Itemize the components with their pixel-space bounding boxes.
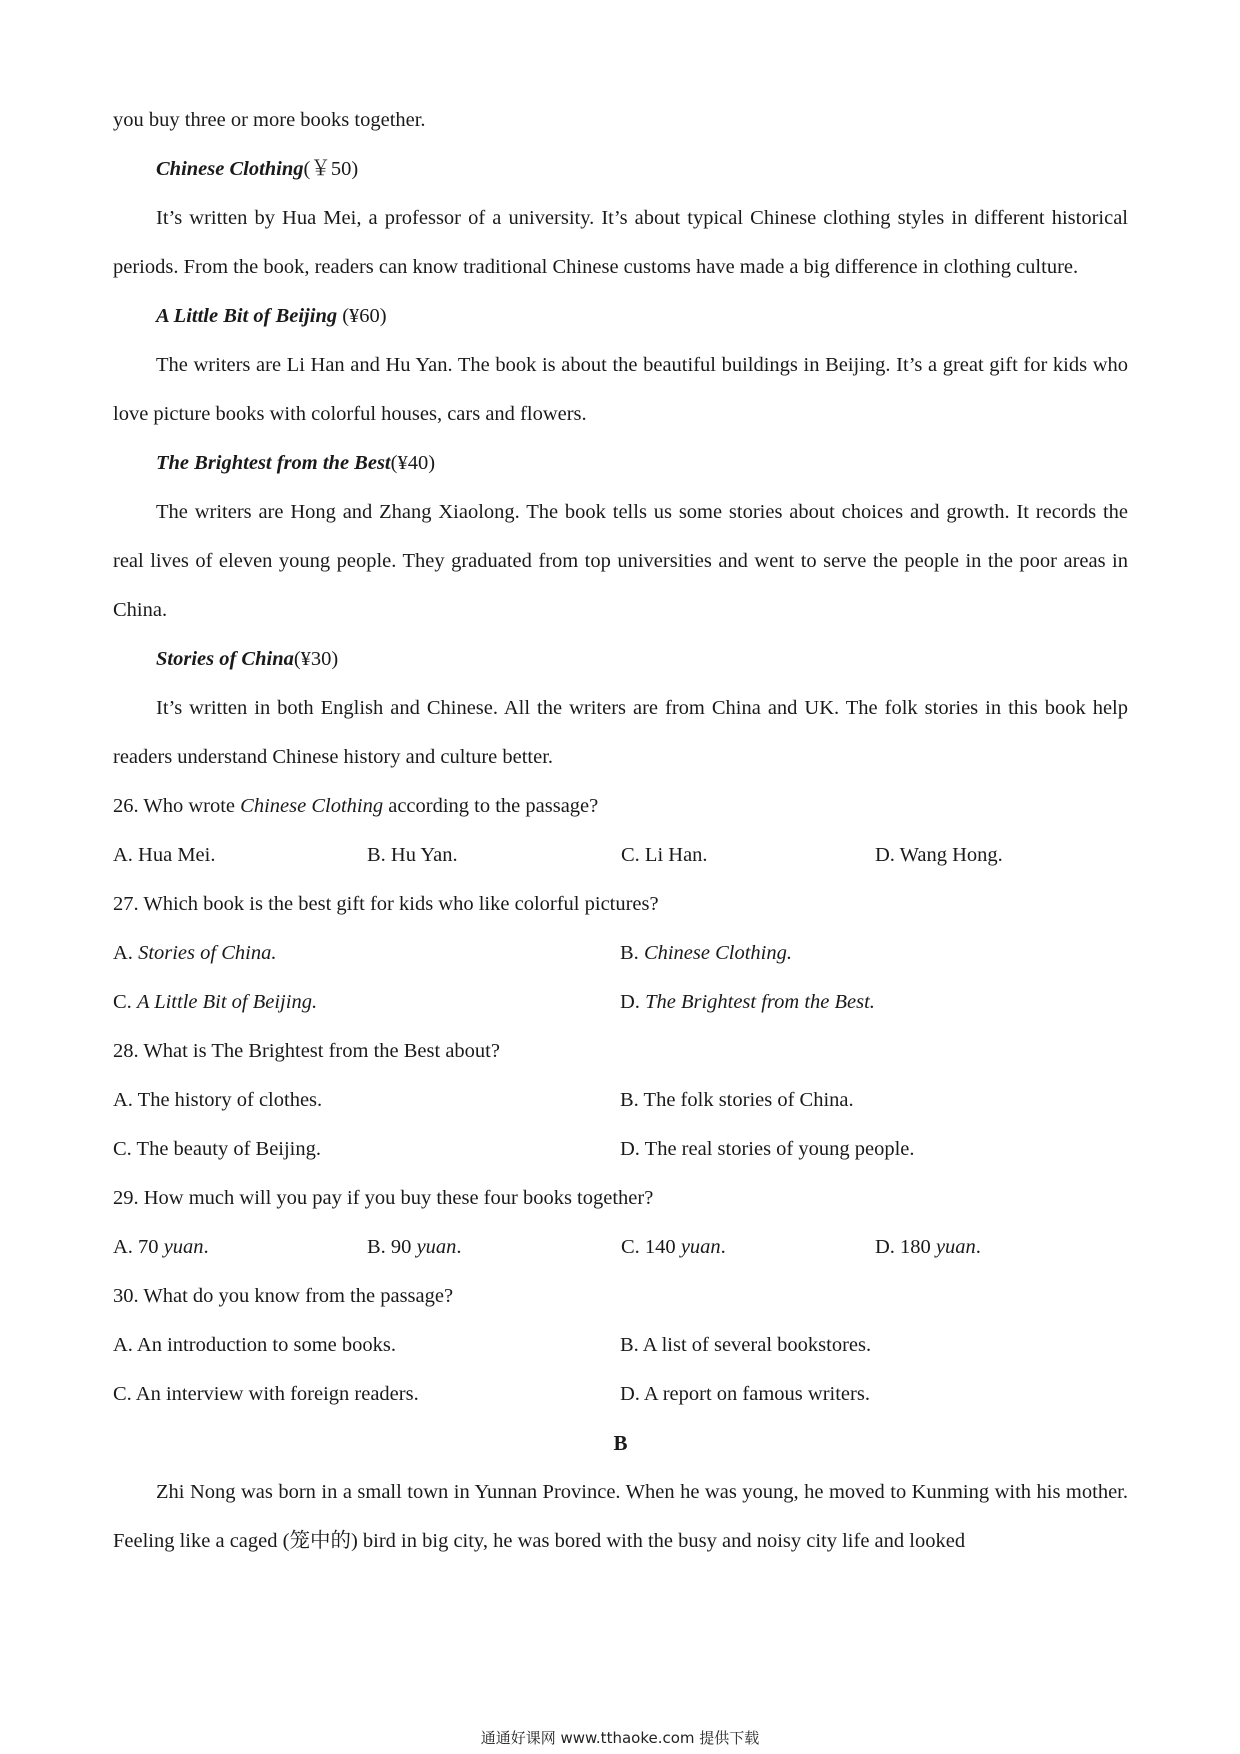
option-a: A. The history of clothes. [113,1089,323,1111]
option-unit: yuan [163,1236,204,1258]
option-d [620,978,1128,1027]
question-text: 26. Who wrote [113,795,241,817]
option-d: D. A report on famous writers. [620,1383,870,1405]
book-price: (¥40) [390,452,436,474]
option-amount: C. 140 [621,1236,681,1258]
option-d: D. Wang Hong. [875,844,1003,866]
question-28-options [113,1076,1128,1174]
option-b: B. The folk stories of China. [620,1089,854,1111]
question-26-stem [113,782,1128,831]
book-heading-brightest-from-best [113,439,1128,488]
question-26-options [113,831,1128,880]
book-title: A Little Bit of Beijing [156,305,338,327]
option-letter: C. [113,991,137,1013]
option-text: Chinese Clothing. [643,942,792,964]
book-price: (¥60) [337,305,387,327]
option-text: Stories of China. [138,942,277,964]
book-title: Chinese Clothing [156,158,304,180]
section-b-heading: B [613,1431,628,1455]
book-title: The Brightest from the Best [156,452,391,474]
option-a [113,1223,367,1272]
option-b: B. Hu Yan. [367,844,458,866]
book-description: The writers are Hong and Zhang Xiaolong. The book tells us some stories about choices and growth. It records the real lives of eleven young people. They graduated from top universities and went to serve the people in the poor areas in China. [113,501,1128,621]
option-period: . [456,1236,462,1258]
option-letter: A. [113,942,139,964]
book-heading-stories-of-china [113,635,1128,684]
section-b-paragraph: Zhi Nong was born in a small town in Yunnan Province. When he was young, he moved to Kunming with his mother. Feeling like a caged (笼中的) bird in big city, he was bored with the busy and noisy city life and looked [113,1481,1128,1552]
question-emphasis: Chinese Clothing [240,795,384,817]
option-a: A. An introduction to some books. [113,1334,397,1356]
question-28-stem: 28. What is The Brightest from the Best about? [113,1040,500,1062]
option-amount: A. 70 [113,1236,164,1258]
continuation-text: you buy three or more books together. [113,109,426,131]
option-letter: D. [620,991,646,1013]
book-description: It’s written by Hua Mei, a professor of a university. It’s about typical Chinese clothing styles in different historical periods. From the book, readers can know traditional Chinese customs have made a big difference in clothing culture. [113,207,1128,278]
option-d [875,1223,1128,1272]
question-text: according to the passage? [383,795,599,817]
option-b [367,1223,621,1272]
option-unit: yuan [935,1236,976,1258]
book-title: Stories of China [156,648,294,670]
option-letter: B. [620,942,644,964]
option-period: . [203,1236,209,1258]
question-29-options [113,1223,1128,1272]
option-c: C. An interview with foreign readers. [113,1383,419,1405]
option-text: The Brightest from the Best. [645,991,875,1013]
option-c: C. Li Han. [621,844,708,866]
book-price: (￥50) [303,158,359,180]
question-30-options [113,1321,1128,1419]
question-29-stem: 29. How much will you pay if you buy these four books together? [113,1187,654,1209]
option-unit: yuan [680,1236,721,1258]
option-d: D. The real stories of young people. [620,1138,915,1160]
option-a: A. Hua Mei. [113,844,216,866]
book-heading-little-bit-of-beijing [113,292,1128,341]
question-27-stem: 27. Which book is the best gift for kids who like colorful pictures? [113,893,659,915]
question-30-stem: 30. What do you know from the passage? [113,1285,454,1307]
book-description: It’s written in both English and Chinese. All the writers are from China and UK. The folk stories in this book help readers understand Chinese history and culture better. [113,697,1128,768]
option-c: C. The beauty of Beijing. [113,1138,322,1160]
option-c [113,978,620,1027]
option-period: . [975,1236,981,1258]
page-footer: 通通好课网 www.tthaoke.com 提供下载 [480,1729,760,1747]
option-period: . [720,1236,726,1258]
option-unit: yuan [416,1236,457,1258]
option-b: B. A list of several bookstores. [620,1334,872,1356]
book-heading-chinese-clothing [113,145,1128,194]
option-amount: B. 90 [367,1236,417,1258]
exam-page [113,96,1128,1566]
book-description: The writers are Li Han and Hu Yan. The book is about the beautiful buildings in Beijing. It’s a great gift for kids who love picture books with colorful houses, cars and flowers. [113,354,1128,425]
option-b [620,929,1128,978]
option-a [113,929,620,978]
option-amount: D. 180 [875,1236,936,1258]
option-c [621,1223,875,1272]
option-text: A Little Bit of Beijing. [136,991,318,1013]
book-price: (¥30) [293,648,339,670]
question-27-options [113,929,1128,1027]
